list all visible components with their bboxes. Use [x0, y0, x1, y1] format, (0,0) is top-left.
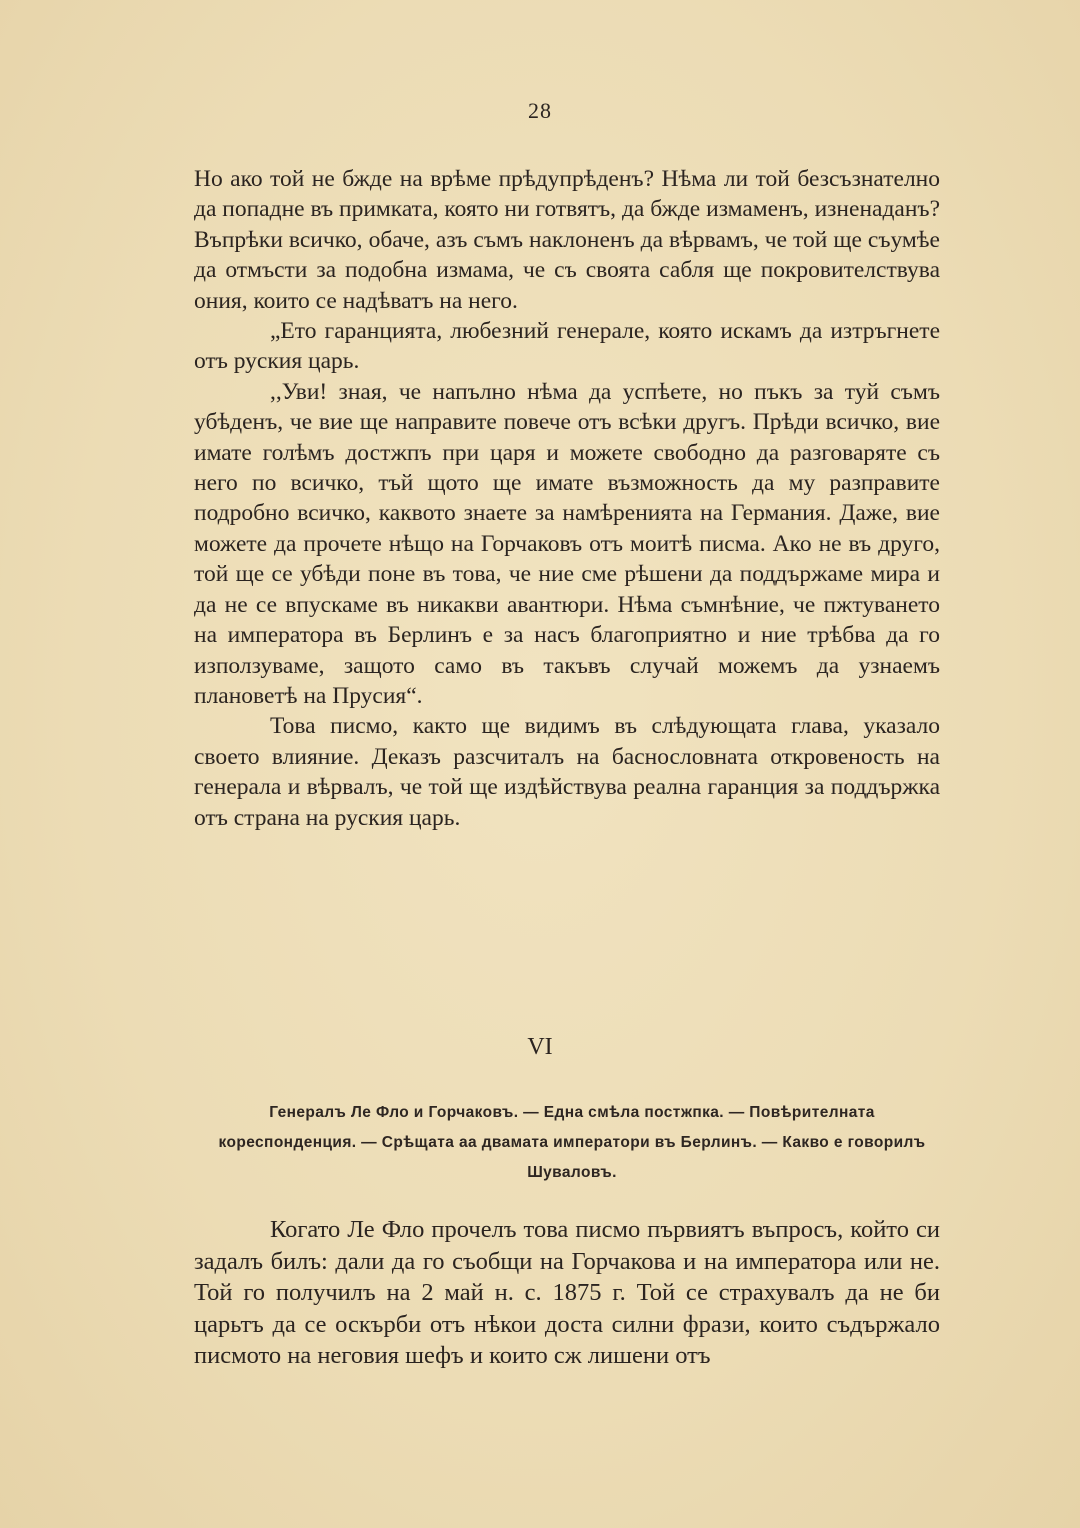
paragraph-5: Когато Ле Фло прочелъ това писмо първиятъ въпросъ, който си задалъ билъ: дали да го съобщи на Горчакова и на императора или не. Той го получилъ на 2 май н. с. 1875 г. Той се страхувалъ да не би царьтъ да се оскърби отъ нѣкои доста силни фрази, които съдържало писмото на неговия шефъ и които сж лишени отъ: [194, 1216, 940, 1369]
paragraph-1: Но ако той не бжде на врѣме прѣдупрѣденъ? Нѣма ли той безсъзнателно да попадне въ примката, която ни готвятъ, да бжде измаменъ, изненаданъ? Въпрѣки всичко, обаче, азъ съмъ наклоненъ да вѣрвамъ, че той ще съумѣе да отмъсти за подобна измама, че съ своята сабля ще покровителствува ония, които се надѣватъ на него.: [194, 166, 940, 314]
paragraph-4: Това писмо, както ще видимъ въ слѣдующата глава, указало своето влияние. Деказъ разсчиталъ на баснословната откровеность на генерала и вѣрвалъ, че той ще издѣйствува реална гаранция за поддържка отъ страна на руския царь.: [194, 713, 940, 831]
paragraph-2: „Ето гаранцията, любезний генерале, която искамъ да изтръгнете отъ руския царь.: [194, 318, 940, 375]
page-number: 28: [528, 98, 552, 123]
body-text-section-1: [194, 164, 940, 833]
chapter-number: VI: [527, 1034, 553, 1060]
chapter-summary: Генералъ Ле Фло и Горчаковъ. — Една смѣла постжпка. — Повѣрителната кореспонденция. — Срѣщата аа двамата императори въ Берлинъ. — Какво е говорилъ Шуваловъ.: [218, 1104, 926, 1181]
body-text-section-2: [194, 1214, 940, 1372]
paragraph-3: ,,Уви! зная, че напълно нѣма да успѣете, но пъкъ за туй съмъ убѣденъ, че вие ще направите повече отъ всѣки другъ. Прѣди всичко, вие имате голѣмъ достжпъ при царя и можете свободно да разговаряте съ него по всичко, тъй щото ще имате възможность да му разправите подробно всичко, каквото знаете за намѣренията на Германия. Даже, вие можете да прочете нѣщо на Горчаковъ отъ моитѣ писма. Ако не въ друго, той ще се убѣди поне въ това, че ние сме рѣшени да поддържаме мира и да не се впускаме въ никакви авантюри. Нѣма съмнѣние, че пжтуването на императора въ Берлинъ е за насъ благоприятно и ние трѣбва да го използуваме, защото само въ такъвъ случай можемъ да узнаемъ плановетѣ на Прусия“.: [194, 378, 940, 709]
